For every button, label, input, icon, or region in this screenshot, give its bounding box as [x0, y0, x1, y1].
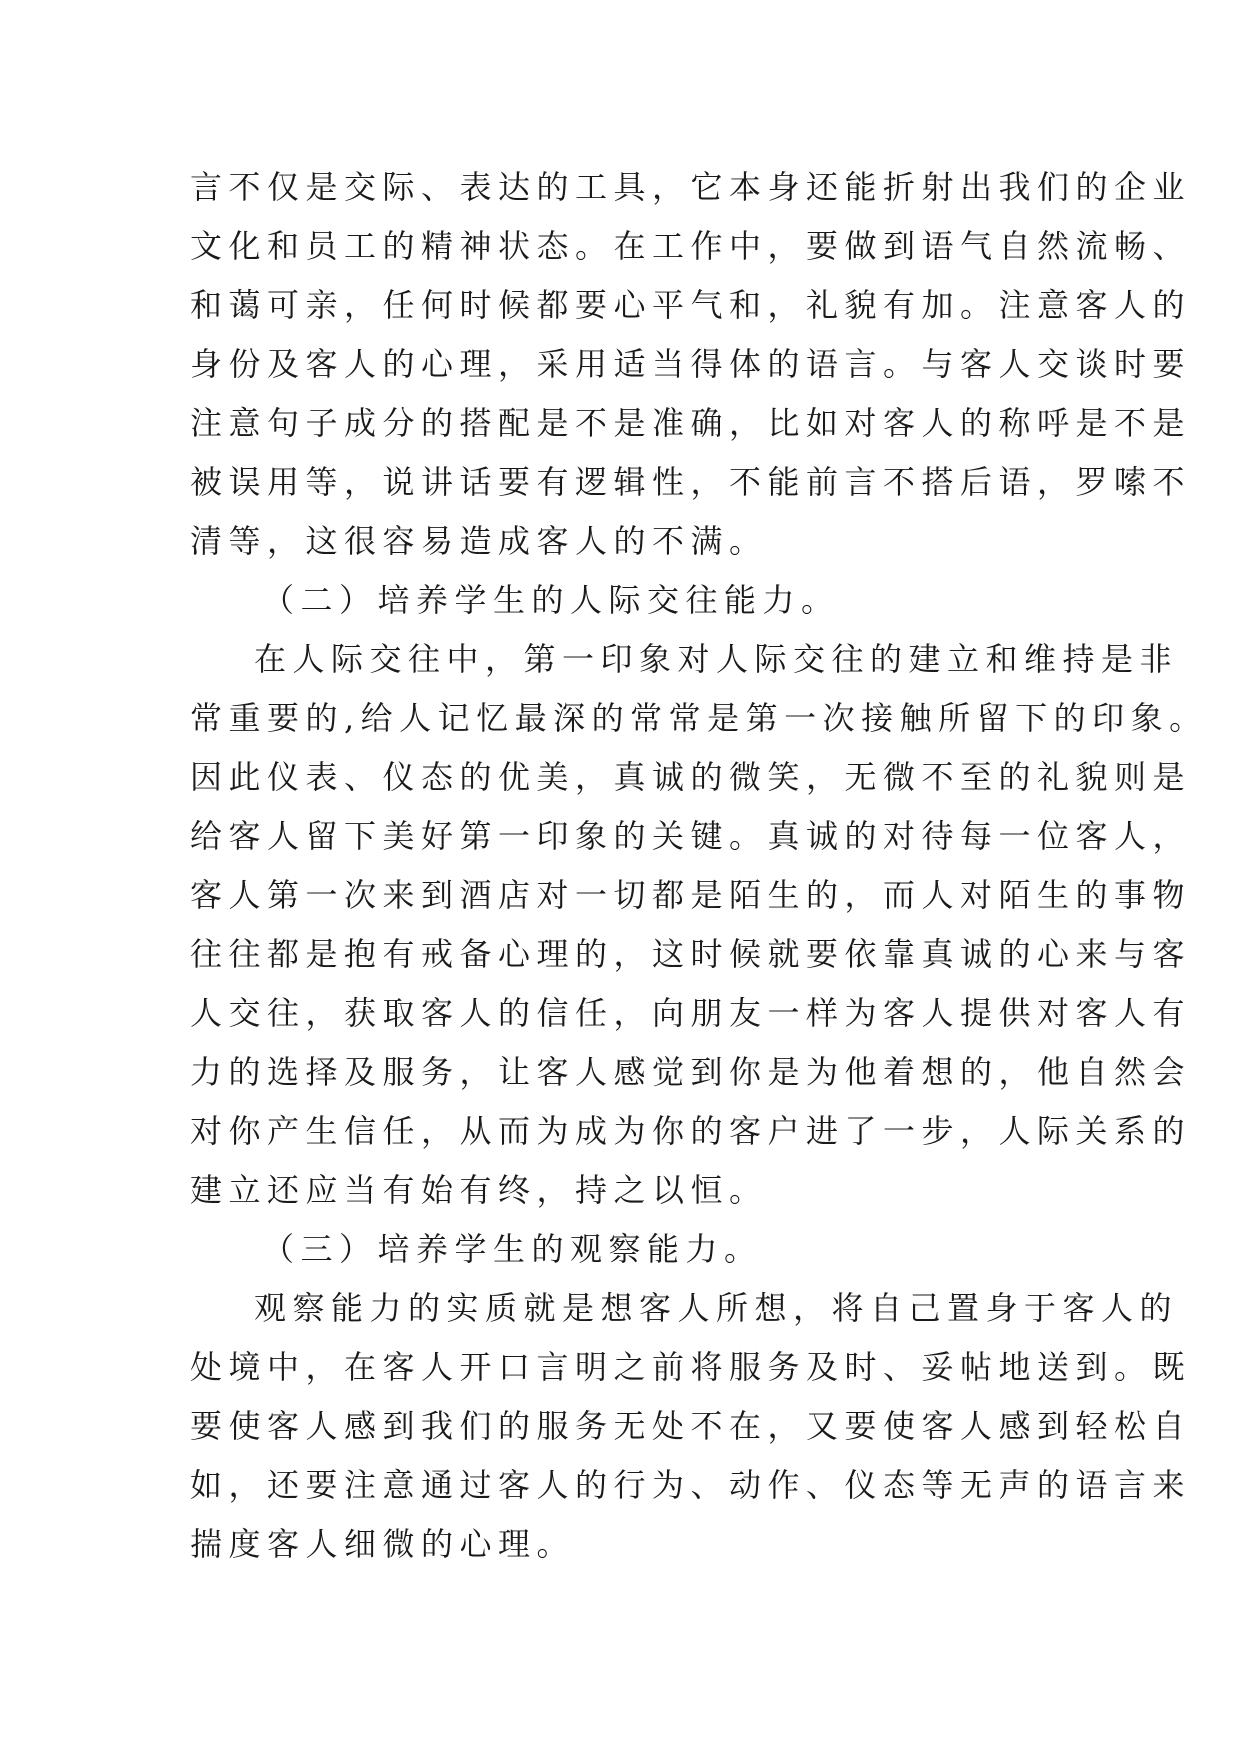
text-line: 如，还要注意通过客人的行为、动作、仪态等无声的语言来 [190, 1466, 1192, 1504]
text-line: 和蔼可亲，任何时候都要心平气和，礼貌有加。注意客人的 [190, 286, 1192, 324]
text-line: 给客人留下美好第一印象的关键。真诚的对待每一位客人， [190, 817, 1192, 855]
paragraph-interpersonal [190, 630, 1208, 1220]
text-line: 因此仪表、仪态的优美，真诚的微笑，无微不至的礼貌则是 [190, 758, 1192, 796]
text-line: 言不仅是交际、表达的工具，它本身还能折射出我们的企业 [190, 168, 1192, 206]
paragraph-observation [190, 1279, 1192, 1574]
text-line: 身份及客人的心理，采用适当得体的语言。与客人交谈时要 [190, 345, 1192, 383]
document-body [190, 158, 1208, 1574]
text-line: 常重要的,给人记忆最深的常常是第一次接触所留下的印象。 [190, 699, 1208, 737]
text-line: 对你产生信任，从而为成为你的客户进了一步，人际关系的 [190, 1112, 1192, 1150]
text-line: 在人际交往中，第一印象对人际交往的建立和维持是非 [254, 640, 1179, 678]
text-line: 力的选择及服务，让客人感觉到你是为他着想的，他自然会 [190, 1053, 1192, 1091]
text-line: 被误用等，说讲话要有逻辑性，不能前言不搭后语，罗嗦不 [190, 463, 1192, 501]
text-line: 揣度客人细微的心理。 [190, 1525, 576, 1563]
section-heading-interpersonal: （二）培养学生的人际交往能力。 [262, 581, 840, 619]
text-line: 建立还应当有始有终，持之以恒。 [190, 1171, 768, 1209]
text-line: 观察能力的实质就是想客人所想，将自己置身于客人的 [254, 1289, 1179, 1327]
text-line: 清等，这很容易造成客人的不满。 [190, 522, 768, 560]
text-line: 往往都是抱有戒备心理的，这时候就要依靠真诚的心来与客 [190, 935, 1192, 973]
paragraph-continued [190, 158, 1192, 571]
text-line: 客人第一次来到酒店对一切都是陌生的，而人对陌生的事物 [190, 876, 1192, 914]
text-line: 文化和员工的精神状态。在工作中，要做到语气自然流畅、 [190, 227, 1192, 265]
text-line: 人交往，获取客人的信任，向朋友一样为客人提供对客人有 [190, 994, 1192, 1032]
text-line: 处境中，在客人开口言明之前将服务及时、妥帖地送到。既 [190, 1348, 1192, 1386]
section-heading-observation: （三）培养学生的观察能力。 [262, 1230, 763, 1268]
text-line: 注意句子成分的搭配是不是准确，比如对客人的称呼是不是 [190, 404, 1192, 442]
text-line: 要使客人感到我们的服务无处不在，又要使客人感到轻松自 [190, 1407, 1192, 1445]
